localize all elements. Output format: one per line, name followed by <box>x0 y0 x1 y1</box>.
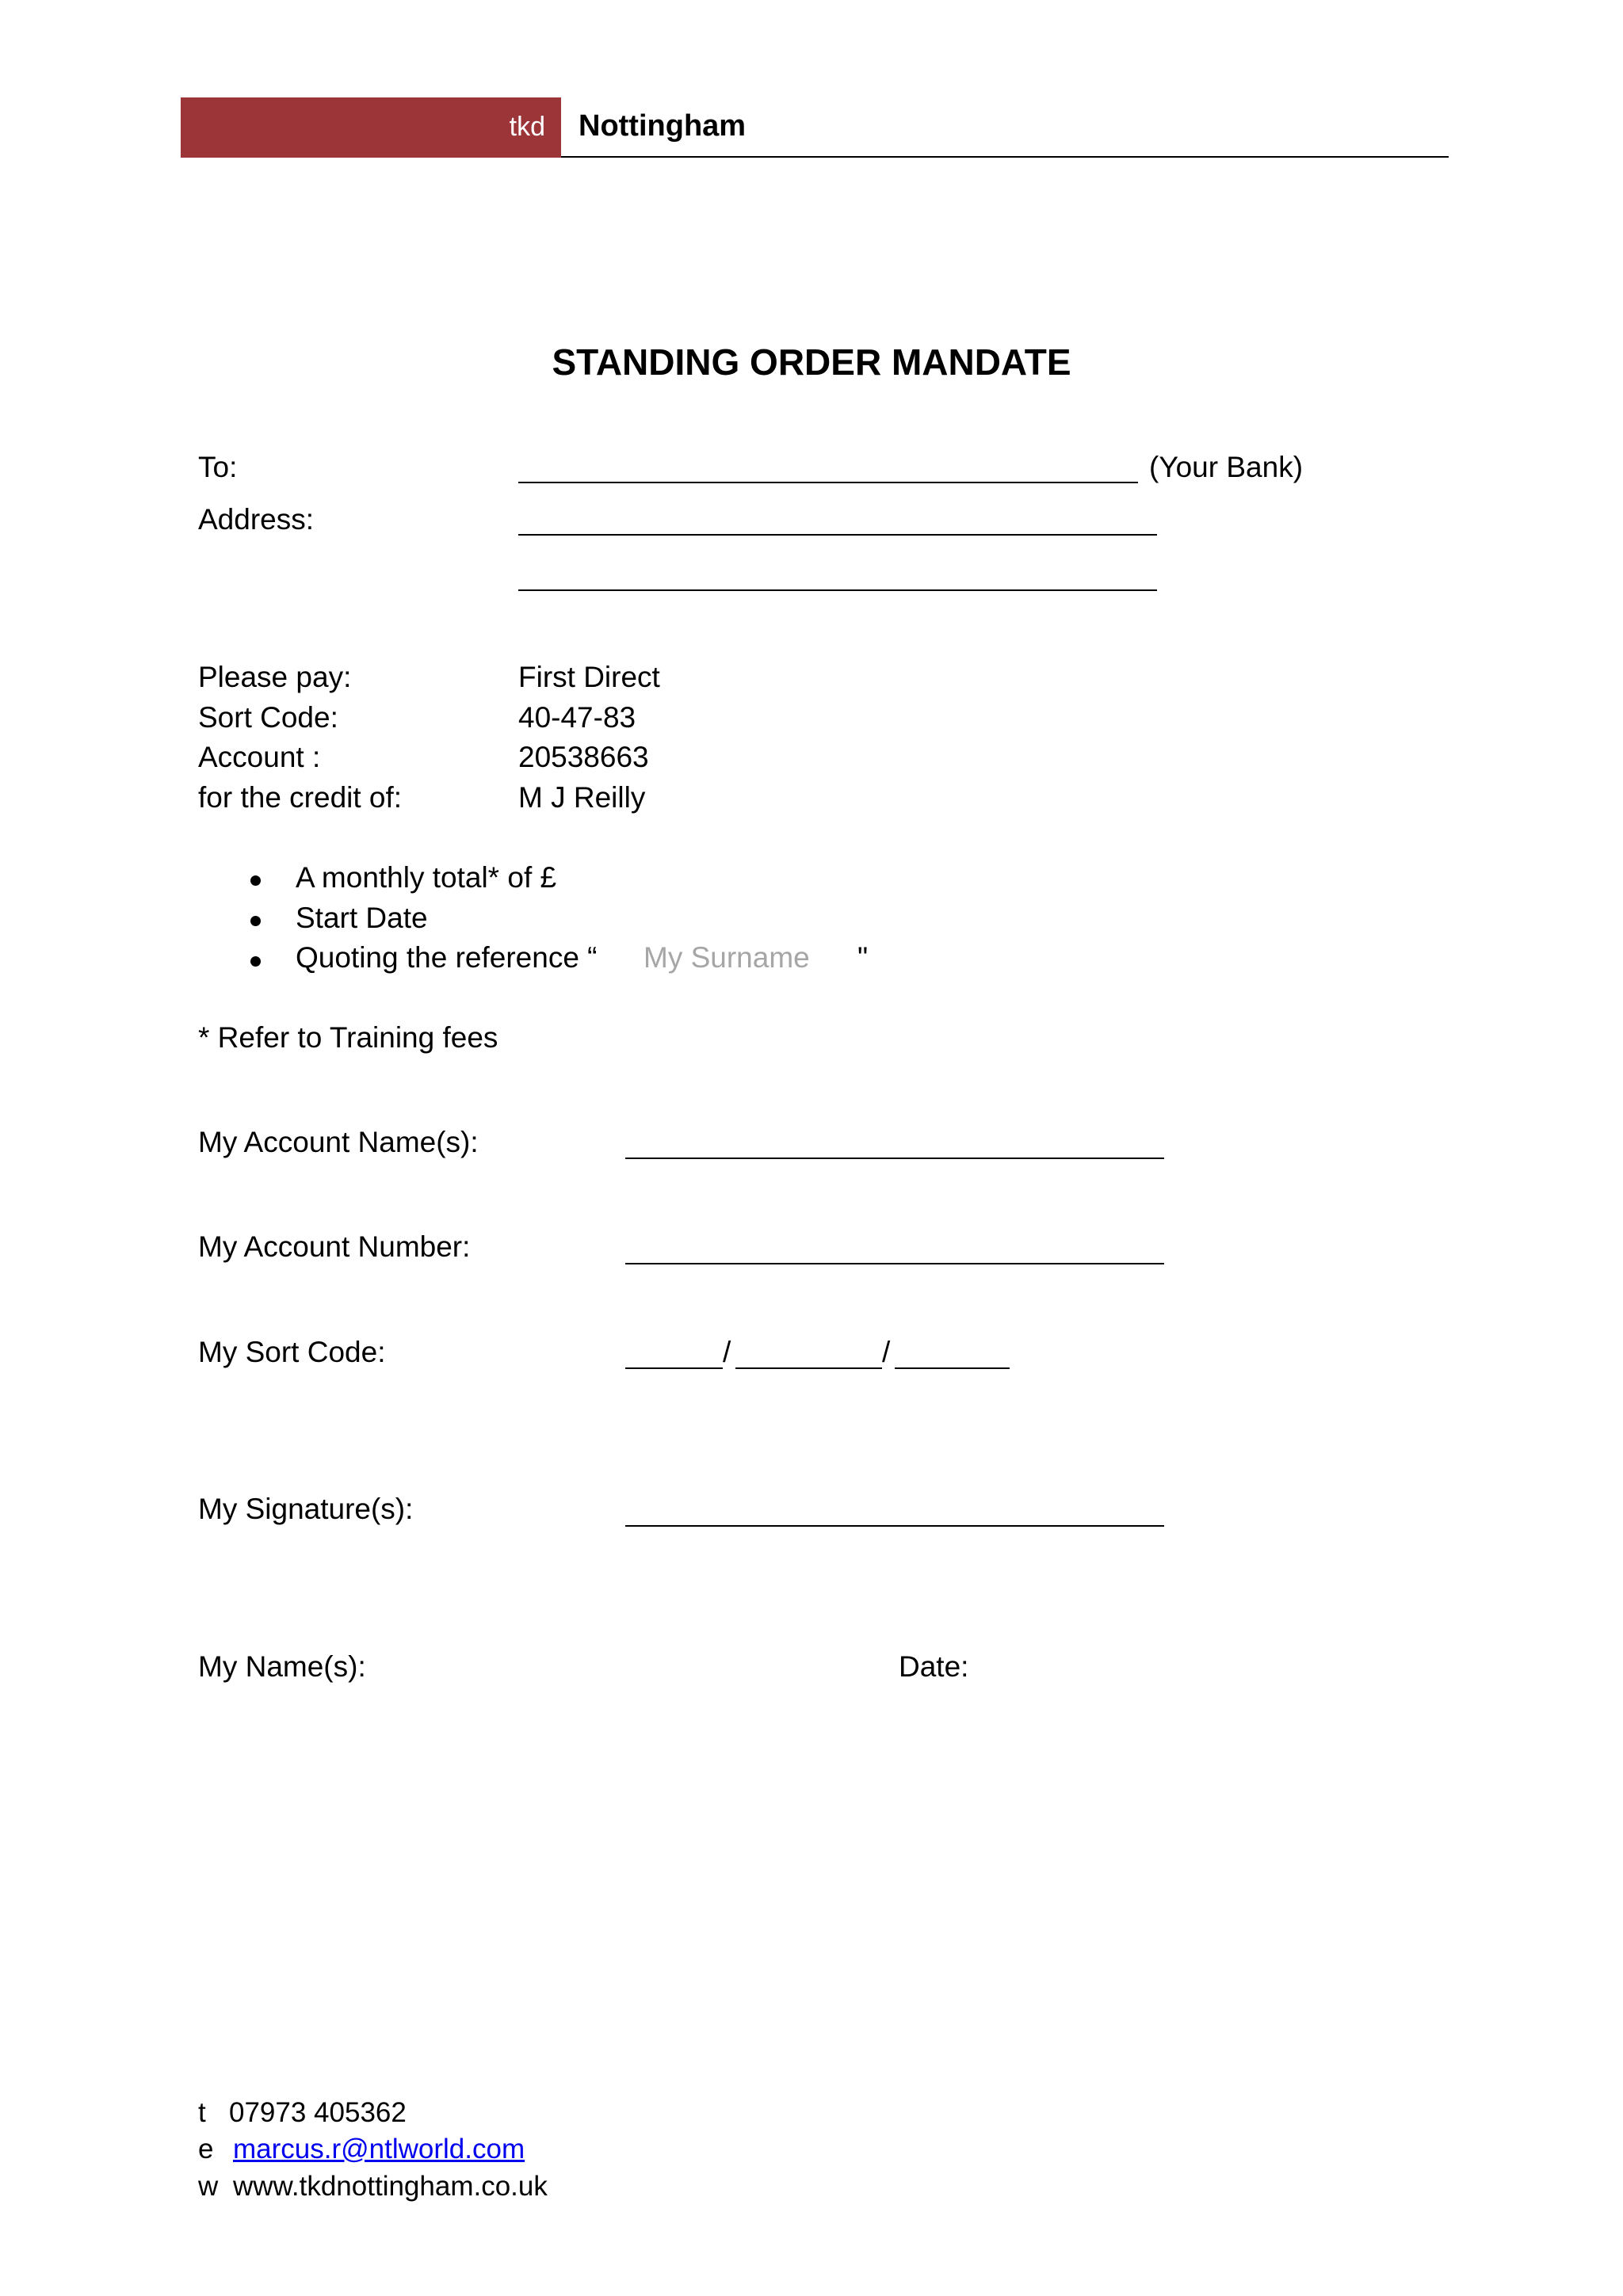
account-label: Account : <box>198 741 321 773</box>
address-label: Address: <box>198 503 315 536</box>
sort-code-part-2-field[interactable] <box>735 1367 882 1369</box>
bullet-reference-suffix: " <box>857 941 869 974</box>
signature-label: My Signature(s): <box>198 1493 414 1525</box>
account-number-field[interactable] <box>625 1263 1164 1264</box>
credit-value: M J Reilly <box>518 781 646 814</box>
footer-web: www.tkdnottingham.co.uk <box>233 2171 548 2202</box>
header-tkd-label: tkd <box>509 112 545 142</box>
date-label: Date: <box>899 1650 969 1683</box>
account-names-field[interactable] <box>625 1158 1164 1159</box>
to-label: To: <box>198 451 238 483</box>
sort-code-value: 40-47-83 <box>518 701 636 734</box>
bank-name-field[interactable] <box>518 482 1138 483</box>
page-title: STANDING ORDER MANDATE <box>552 341 1071 383</box>
sort-code-label: Sort Code: <box>198 701 338 734</box>
bullet-icon <box>250 875 261 886</box>
your-bank-label: (Your Bank) <box>1149 451 1304 483</box>
account-names-label: My Account Name(s): <box>198 1126 479 1158</box>
bullet-icon <box>250 916 261 926</box>
training-fees-note: * Refer to Training fees <box>198 1021 498 1054</box>
header-rule <box>561 156 1449 158</box>
names-label: My Name(s): <box>198 1650 366 1683</box>
header-band <box>181 97 561 158</box>
sort-code-separator: / <box>882 1336 891 1368</box>
footer-email-link[interactable]: marcus.r@ntlworld.com <box>233 2134 525 2164</box>
address-line-1-field[interactable] <box>518 534 1157 536</box>
sort-code-part-3-field[interactable] <box>895 1367 1010 1369</box>
footer-email-prefix: e <box>198 2134 214 2164</box>
footer-phone-prefix: t <box>198 2097 206 2128</box>
reference-placeholder[interactable]: My Surname <box>643 941 810 974</box>
account-number-label: My Account Number: <box>198 1230 471 1263</box>
bullet-monthly-total: A monthly total* of £ <box>296 861 557 894</box>
footer-phone: 07973 405362 <box>229 2097 407 2128</box>
bullet-start-date: Start Date <box>296 902 428 934</box>
bullet-icon <box>250 956 261 967</box>
credit-label: for the credit of: <box>198 781 403 814</box>
account-value: 20538663 <box>518 741 649 773</box>
address-line-2-field[interactable] <box>518 589 1157 591</box>
please-pay-label: Please pay: <box>198 661 352 693</box>
my-sort-code-label: My Sort Code: <box>198 1336 386 1368</box>
bullet-reference-prefix: Quoting the reference “ <box>296 941 598 974</box>
signature-field[interactable] <box>625 1525 1164 1527</box>
sort-code-separator: / <box>723 1336 731 1368</box>
sort-code-part-1-field[interactable] <box>625 1367 723 1369</box>
please-pay-value: First Direct <box>518 661 660 693</box>
header-title: Nottingham <box>579 109 747 143</box>
footer-web-prefix: w <box>198 2171 219 2202</box>
